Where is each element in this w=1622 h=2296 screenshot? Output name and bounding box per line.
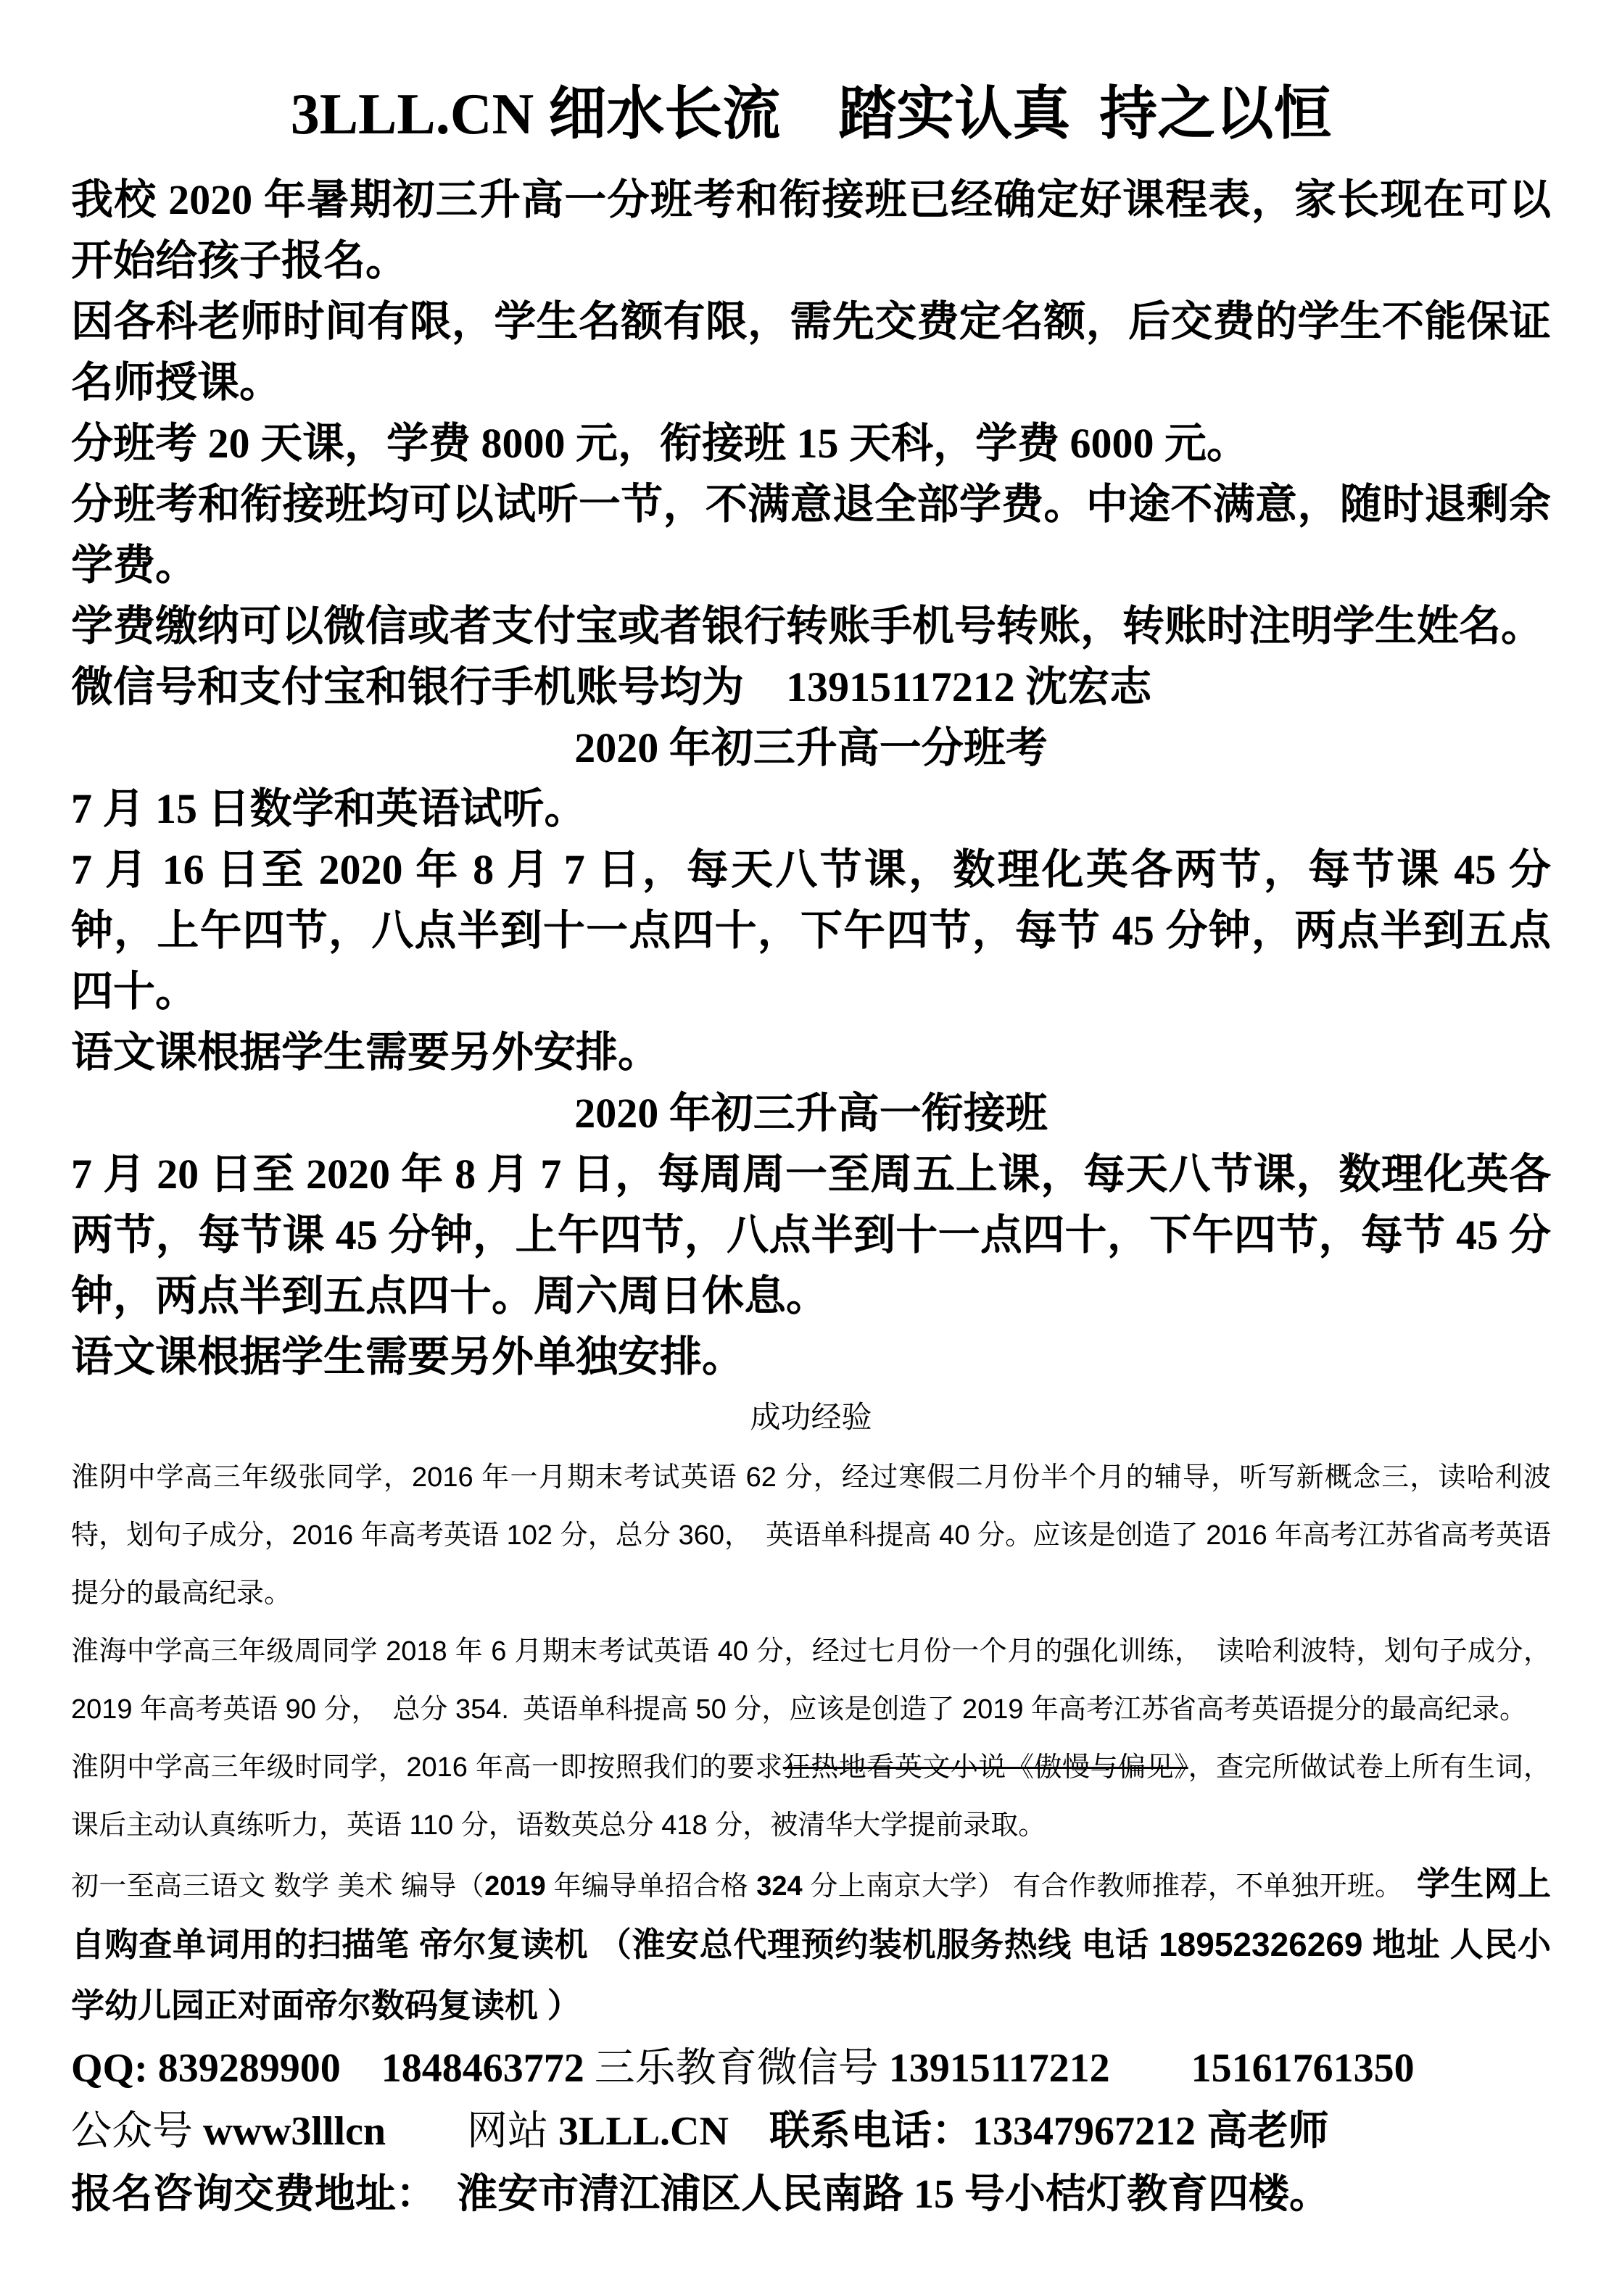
- story-shi-struck-text: 狂热地看英文小说《傲慢与偏见》: [782, 1752, 1188, 1783]
- other-courses-and-devices: [71, 1854, 1551, 2037]
- success-stories-heading: 成功经验: [750, 1401, 872, 1435]
- courses-score-bold: 324: [756, 1871, 803, 1902]
- success-section: [71, 1388, 1551, 2037]
- notice-tuition: 分班考 20 天课，学费 8000 元，衔接班 15 天科，学费 6000 元。: [71, 420, 1249, 467]
- notice-enrollment-open: 我校 2020 年暑期初三升高一分班考和衔接班已经确定好课程表，家长现在可以开始给孩子报名。: [71, 176, 1551, 284]
- teacher-name: 高老师: [1195, 2108, 1329, 2153]
- success-story-zhang: 淮阴中学高三年级张同学，2016 年一月期末考试英语 62 分，经过寒假二月份半个月的辅导，听写新概念三，读哈利波特，划句子成分，2016 年高考英语 102 分，总分 360， 英语单科提高 40 分。应该是创造了 2016 年高考江苏省高考英语提分的最高纪录。: [71, 1462, 1551, 1609]
- address-value: 淮安市清江浦区人民南路 15 号小桔灯教育四楼。: [457, 2172, 1330, 2217]
- story-shi-text-pre: 淮阴中学高三年级时同学，2016 年高一即按照我们的要求: [71, 1752, 783, 1783]
- courses-text: 初一至高三语文 数学 美术 编导（: [71, 1871, 485, 1902]
- main-notice-section: [71, 170, 1551, 1388]
- wechat-numbers: 13915117212 15161761350: [888, 2046, 1415, 2091]
- phone-label: 联系电话：: [728, 2108, 972, 2153]
- courses-text-2: 年编导单招合格: [545, 1871, 757, 1902]
- notice-seats-limited: 因各科老师时间有限，学生名额有限，需先交费定名额，后交费的学生不能保证名师授课。: [71, 298, 1551, 406]
- courses-year-bold: 2019: [484, 1871, 546, 1902]
- wechat-label: 三乐教育微信号: [594, 2046, 889, 2091]
- page-title: 3LLL.CN 细水长流 踏实认真 持之以恒: [290, 83, 1332, 146]
- notice-refund-policy: 分班考和衔接班均可以试听一节，不满意退全部学费。中途不满意，随时退剩余学费。: [71, 481, 1551, 589]
- scanner-pen-promo: 学生网上自购查单词用的扫描笔 帝尔复读机 （淮安总代理预约装机服务热线 电话 18952326269 地址 人民小学幼儿园正对面帝尔数码复读机 ）: [71, 1865, 1551, 2024]
- notice-payment-methods: 学费缴纳可以微信或者支付宝或者银行转账手机号转账，转账时注明学生姓名。: [71, 602, 1544, 650]
- address-label: 报名咨询交费地址：: [71, 2171, 457, 2216]
- bridge-schedule: 7 月 20 日至 2020 年 8 月 7 日，每周周一至周五上课，每天八节课，数理化英各两节，每节课 45 分钟，上午四节，八点半到十一点四十，下午四节，每节 45 分钟，两点半到五点四十。周六周日休息。: [71, 1151, 1551, 1319]
- courses-text-3: 分上南京大学） 有合作教师推荐，不单独开班。: [802, 1871, 1417, 1902]
- placement-chinese-note: 语文课根据学生需要另外安排。: [71, 1029, 661, 1076]
- success-stories-body: [71, 1449, 1551, 2037]
- qq-label: QQ:: [71, 2046, 158, 2091]
- placement-schedule: 7 月 16 日至 2020 年 8 月 7 日，每天八节课，数理化英各两节，每节课 45 分钟，上午四节，八点半到十一点四十，下午四节，每节 45 分钟，两点半到五点四十。: [71, 846, 1551, 1015]
- qq-numbers: 839289900 1848463772: [157, 2046, 595, 2091]
- website-phone-line: [71, 2100, 1551, 2163]
- story-shi-text-post: ，查完所做试卷上所有生词，课后主动认真练听力，英语 110 分，语数英总分 418 分，被清华大学提前录取。: [71, 1752, 1551, 1841]
- success-story-shi: [71, 1738, 1551, 1854]
- section-heading-placement-exam: 2020 年初三升高一分班考: [574, 724, 1048, 771]
- section-heading-bridge-class: 2020 年初三升高一衔接班: [574, 1090, 1048, 1137]
- success-story-zhou: 淮海中学高三年级周同学 2018 年 6 月期末考试英语 40 分，经过七月份一个月的强化训练， 读哈利波特，划句子成分，2019 年高考英语 90 分， 总分 354. 英语单科提高 50 分，应该是创造了 2019 年高考江苏省高考英语提分的最高纪录。: [71, 1636, 1551, 1725]
- bridge-chinese-note: 语文课根据学生需要另外单独安排。: [71, 1333, 745, 1380]
- notice-payment-account: 微信号和支付宝和银行手机账号均为 13915117212 沈宏志: [71, 663, 1152, 710]
- address-line: [71, 2163, 1551, 2226]
- contact-section: [71, 2037, 1551, 2226]
- placement-trial-date: 7 月 15 日数学和英语试听。: [71, 785, 587, 832]
- website-value: 3LLL.CN: [558, 2109, 729, 2154]
- phone-value: 13347967212: [972, 2109, 1196, 2154]
- official-account-label: 公众号: [71, 2109, 203, 2154]
- official-account-value: www3lllcn: [203, 2109, 386, 2154]
- qq-wechat-line: [71, 2037, 1551, 2100]
- website-label: 网站: [386, 2109, 558, 2154]
